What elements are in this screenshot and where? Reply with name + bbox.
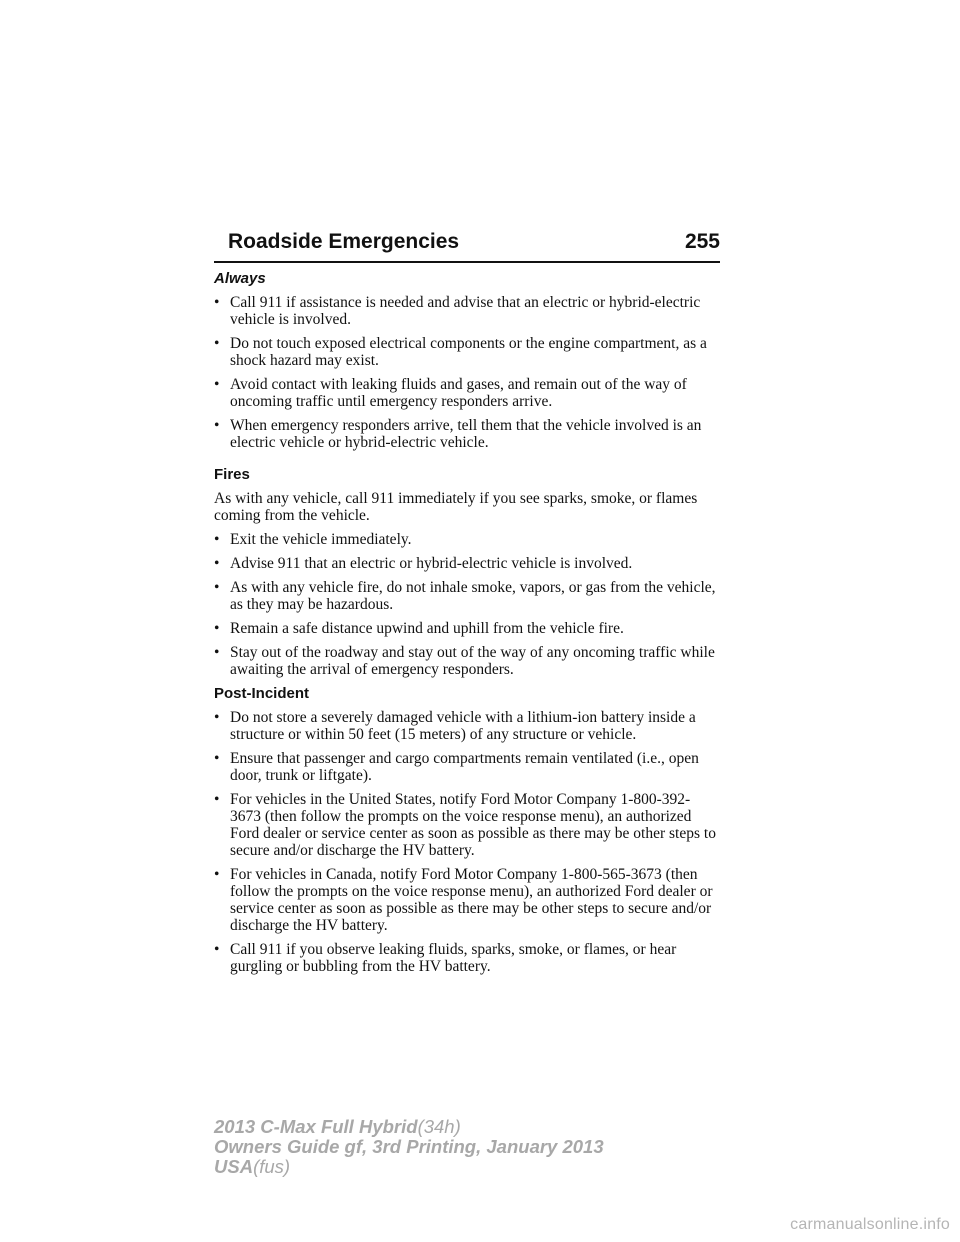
- bullet-icon: •: [214, 750, 220, 767]
- list-item-text: As with any vehicle fire, do not inhale smoke, vapors, or gas from the vehicle, as they may be hazardous.: [230, 579, 716, 613]
- list-item: [214, 376, 720, 410]
- document-body: [214, 270, 720, 982]
- list-item-text: Remain a safe distance upwind and uphill from the vehicle fire.: [230, 620, 624, 637]
- footer-line-market: USA(fus): [214, 1156, 291, 1177]
- footer-line-printing: Owners Guide gf, 3rd Printing, January 2013: [214, 1136, 604, 1157]
- bullet-icon: •: [214, 555, 220, 572]
- list-item: [214, 866, 720, 934]
- bullet-icon: •: [214, 335, 220, 352]
- list-item: [214, 294, 720, 328]
- bullet-icon: •: [214, 579, 220, 596]
- list-item-text: Do not touch exposed electrical components or the engine compartment, as a shock hazard may exist.: [230, 335, 707, 369]
- list-item: [214, 709, 720, 743]
- list-item-text: Do not store a severely damaged vehicle with a lithium-ion battery inside a structure or within 50 feet (15 meters) of any structure or vehicle.: [230, 709, 696, 743]
- list-item: [214, 791, 720, 859]
- bullet-icon: •: [214, 294, 220, 311]
- list-item-text: When emergency responders arrive, tell them that the vehicle involved is an electric vehicle or hybrid-electric vehicle.: [230, 417, 702, 451]
- fires-intro-paragraph: As with any vehicle, call 911 immediately if you see sparks, smoke, or flames coming from the vehicle.: [214, 490, 698, 524]
- list-item: [214, 644, 720, 678]
- list-item-text: Call 911 if assistance is needed and advise that an electric or hybrid-electric vehicle is involved.: [230, 294, 701, 328]
- bullet-list-post-incident: [214, 709, 720, 975]
- bullet-icon: •: [214, 376, 220, 393]
- page-header: [214, 230, 720, 266]
- list-item-text: Avoid contact with leaking fluids and gases, and remain out of the way of oncoming traffic until emergency responders arrive.: [230, 376, 687, 410]
- list-item-text: For vehicles in Canada, notify Ford Motor Company 1-800-565-3673 (then follow the prompts on the voice response menu), an authorized Ford dealer or service center as soon as possible as there may be other steps to secure and/or discharge the HV battery.: [230, 866, 713, 934]
- list-item: [214, 941, 720, 975]
- list-item: [214, 417, 720, 451]
- bullet-icon: •: [214, 866, 220, 883]
- footer-line-model: 2013 C-Max Full Hybrid(34h): [214, 1116, 461, 1137]
- list-item: [214, 555, 720, 572]
- list-item: [214, 579, 720, 613]
- site-watermark: carmanualsonline.info: [790, 1216, 950, 1233]
- list-item-text: Call 911 if you observe leaking fluids, sparks, smoke, or flames, or hear gurgling or bubbling from the HV battery.: [230, 941, 677, 975]
- bullet-icon: •: [214, 644, 220, 661]
- header-divider: [214, 261, 720, 263]
- bullet-icon: •: [214, 709, 220, 726]
- list-item: [214, 531, 720, 548]
- list-item-text: Stay out of the roadway and stay out of the way of any oncoming traffic while awaiting the arrival of emergency responders.: [230, 644, 715, 678]
- page-title: Roadside Emergencies: [228, 230, 460, 253]
- bullet-icon: •: [214, 417, 220, 434]
- bullet-icon: •: [214, 791, 220, 808]
- list-item-text: For vehicles in the United States, notify Ford Motor Company 1-800-392-3673 (then follow the prompts on the voice response menu), an authorized Ford dealer or service center as soon as possible as there may be other steps to secure and/or discharge the HV battery.: [230, 791, 716, 859]
- list-item-text: Ensure that passenger and cargo compartments remain ventilated (i.e., open door, trunk or liftgate).: [230, 750, 699, 784]
- bullet-icon: •: [214, 531, 220, 548]
- section-heading-fires: Fires: [214, 466, 250, 483]
- section-heading-post-incident: Post-Incident: [214, 685, 310, 702]
- bullet-list-always: [214, 294, 720, 451]
- page-number: 255: [684, 230, 720, 253]
- list-item: [214, 620, 720, 637]
- section-heading-always: Always: [214, 270, 266, 287]
- list-item: [214, 335, 720, 369]
- bullet-list-fires: [214, 531, 720, 678]
- bullet-icon: •: [214, 941, 220, 958]
- list-item-text: Exit the vehicle immediately.: [230, 531, 412, 548]
- list-item: [214, 750, 720, 784]
- document-footer: [214, 1117, 604, 1177]
- bullet-icon: •: [214, 620, 220, 637]
- list-item-text: Advise 911 that an electric or hybrid-electric vehicle is involved.: [230, 555, 633, 572]
